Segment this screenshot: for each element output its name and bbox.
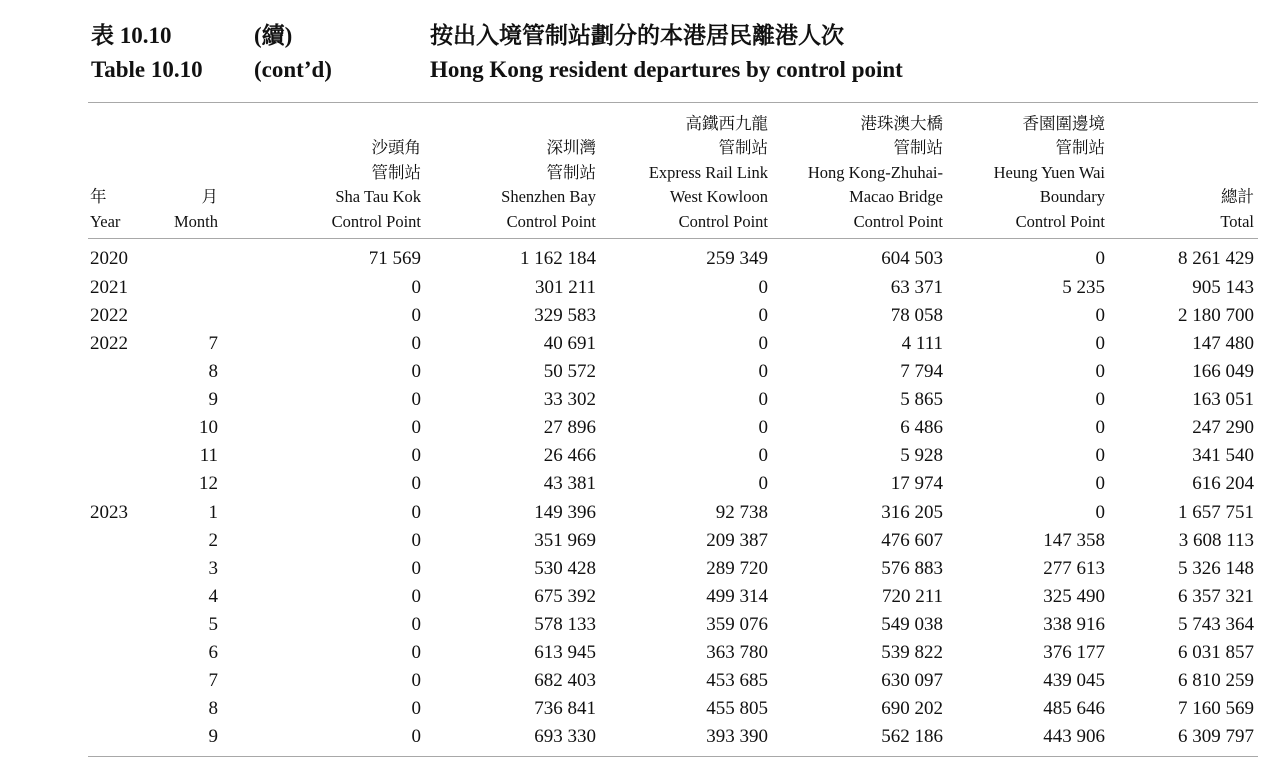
express-rail-cell: 0 (758, 445, 768, 466)
express-rail-cell: 259 349 (706, 248, 768, 269)
header-line: 管制站 (371, 162, 421, 182)
heung-yuen-wai-cell: 0 (1095, 445, 1105, 466)
table-row (0, 245, 1284, 273)
shenzhen-bay-cell: 33 302 (543, 389, 596, 410)
header-heung-yuen-wai (994, 108, 1105, 234)
shenzhen-bay-cell: 301 211 (534, 277, 596, 298)
shenzhen-bay-cell: 613 945 (534, 642, 596, 663)
sha-tau-kok-cell: 0 (411, 305, 421, 326)
total-cell: 166 049 (1192, 361, 1254, 382)
express-rail-cell: 393 390 (706, 726, 768, 747)
express-rail-cell: 0 (758, 333, 768, 354)
header-line: Shenzhen Bay (501, 187, 596, 206)
header-rule (88, 238, 1258, 239)
heung-yuen-wai-cell: 0 (1095, 333, 1105, 354)
top-rule (88, 102, 1258, 103)
header-line: 深圳灣 (546, 138, 596, 157)
continued-label-zh: (續) (254, 23, 293, 48)
header-line: 管制站 (1055, 138, 1105, 157)
hzmb-cell: 6 486 (900, 417, 943, 438)
header-hzmb (808, 108, 943, 234)
shenzhen-bay-cell: 1 162 184 (520, 248, 596, 269)
month-cell: 5 (208, 614, 218, 635)
shenzhen-bay-cell: 43 381 (543, 473, 596, 494)
total-cell: 7 160 569 (1178, 698, 1254, 719)
total-cell: 6 810 259 (1178, 670, 1254, 691)
month-cell: 12 (199, 473, 218, 494)
express-rail-cell: 289 720 (706, 558, 768, 579)
table-row (0, 442, 1284, 470)
hzmb-cell: 7 794 (900, 361, 943, 382)
year-cell: 2022 (90, 305, 128, 326)
hzmb-cell: 4 111 (901, 333, 943, 354)
month-cell: 7 (208, 670, 218, 691)
express-rail-cell: 455 805 (706, 698, 768, 719)
table-row (0, 667, 1284, 695)
header-total-en: Total (1220, 211, 1254, 231)
header-line: Control Point (506, 211, 596, 231)
month-cell: 4 (208, 586, 218, 607)
header-month-en: Month (173, 211, 218, 231)
total-cell: 1 657 751 (1178, 502, 1254, 523)
header-line: Control Point (1015, 211, 1105, 231)
sha-tau-kok-cell: 0 (411, 726, 421, 747)
heung-yuen-wai-cell: 5 235 (1062, 277, 1105, 298)
header-line: Control Point (853, 211, 943, 231)
header-express-rail (649, 108, 768, 234)
header-total (1220, 108, 1254, 234)
sha-tau-kok-cell: 0 (411, 277, 421, 298)
express-rail-cell: 0 (758, 277, 768, 298)
table-row (0, 639, 1284, 667)
table-row (0, 358, 1284, 386)
heung-yuen-wai-cell: 485 646 (1043, 698, 1105, 719)
header-line: Express Rail Link (648, 162, 768, 182)
header-line: 管制站 (718, 138, 768, 157)
hzmb-cell: 316 205 (881, 502, 943, 523)
header-line: 管制站 (546, 162, 596, 182)
table-number-en: Table 10.10 (91, 57, 203, 82)
year-cell: 2020 (90, 248, 128, 269)
month-cell: 3 (208, 558, 218, 579)
heung-yuen-wai-cell: 0 (1095, 473, 1105, 494)
header-line: 高鐵西九龍 (685, 113, 768, 133)
heung-yuen-wai-cell: 277 613 (1043, 558, 1105, 579)
table-row (0, 555, 1284, 583)
express-rail-cell: 92 738 (715, 502, 768, 523)
shenzhen-bay-cell: 329 583 (534, 305, 596, 326)
sha-tau-kok-cell: 0 (411, 558, 421, 579)
sha-tau-kok-cell: 71 569 (368, 248, 421, 269)
header-line: Control Point (331, 211, 421, 231)
month-cell: 8 (208, 361, 218, 382)
express-rail-cell: 363 780 (706, 642, 768, 663)
header-line: 港珠澳大橋 (860, 113, 943, 133)
table-row (0, 386, 1284, 414)
total-cell: 8 261 429 (1178, 248, 1254, 269)
header-shenzhen-bay (501, 108, 596, 234)
express-rail-cell: 0 (758, 361, 768, 382)
header-line: 香園圍邊境 (1022, 113, 1105, 133)
heung-yuen-wai-cell: 0 (1095, 389, 1105, 410)
sha-tau-kok-cell: 0 (411, 642, 421, 663)
month-cell: 9 (208, 389, 218, 410)
total-cell: 147 480 (1192, 333, 1254, 354)
month-cell: 10 (199, 417, 218, 438)
heung-yuen-wai-cell: 0 (1095, 248, 1105, 269)
header-year (90, 108, 120, 234)
sha-tau-kok-cell: 0 (411, 502, 421, 523)
hzmb-cell: 630 097 (881, 670, 943, 691)
shenzhen-bay-cell: 736 841 (534, 698, 596, 719)
heung-yuen-wai-cell: 376 177 (1043, 642, 1105, 663)
year-cell: 2022 (90, 333, 128, 354)
total-cell: 6 031 857 (1178, 642, 1254, 663)
table-row (0, 695, 1284, 723)
header-year-en: Year (90, 211, 121, 231)
total-cell: 163 051 (1192, 389, 1254, 410)
header-line: 沙頭角 (371, 138, 421, 157)
header-line: Macao Bridge (849, 187, 943, 206)
shenzhen-bay-cell: 50 572 (543, 361, 596, 382)
year-cell: 2021 (90, 277, 128, 298)
table-row (0, 499, 1284, 527)
header-line: Sha Tau Kok (335, 187, 421, 206)
express-rail-cell: 0 (758, 473, 768, 494)
month-cell: 6 (208, 642, 218, 663)
header-sha-tau-kok (332, 108, 421, 234)
table-row (0, 330, 1284, 358)
heung-yuen-wai-cell: 0 (1095, 305, 1105, 326)
total-cell: 3 608 113 (1178, 530, 1254, 551)
shenzhen-bay-cell: 27 896 (543, 417, 596, 438)
shenzhen-bay-cell: 675 392 (534, 586, 596, 607)
sha-tau-kok-cell: 0 (411, 530, 421, 551)
table-row (0, 274, 1284, 302)
header-year-zh: 年 (90, 187, 107, 206)
heung-yuen-wai-cell: 0 (1095, 417, 1105, 438)
sha-tau-kok-cell: 0 (411, 473, 421, 494)
heung-yuen-wai-cell: 338 916 (1043, 614, 1105, 635)
express-rail-cell: 209 387 (706, 530, 768, 551)
month-cell: 7 (208, 333, 218, 354)
shenzhen-bay-cell: 149 396 (534, 502, 596, 523)
total-cell: 6 357 321 (1178, 586, 1254, 607)
header-line: Heung Yuen Wai (993, 162, 1105, 182)
heung-yuen-wai-cell: 0 (1095, 502, 1105, 523)
hzmb-cell: 562 186 (881, 726, 943, 747)
hzmb-cell: 576 883 (881, 558, 943, 579)
total-cell: 2 180 700 (1178, 305, 1254, 326)
sha-tau-kok-cell: 0 (411, 333, 421, 354)
header-line: West Kowloon (669, 187, 768, 206)
bottom-rule (88, 756, 1258, 757)
table-row (0, 470, 1284, 498)
sha-tau-kok-cell: 0 (411, 361, 421, 382)
heung-yuen-wai-cell: 439 045 (1043, 670, 1105, 691)
shenzhen-bay-cell: 578 133 (534, 614, 596, 635)
hzmb-cell: 539 822 (881, 642, 943, 663)
table-row (0, 723, 1284, 751)
table-number-zh: 表 10.10 (91, 23, 172, 48)
hzmb-cell: 63 371 (890, 277, 943, 298)
header-month (174, 108, 218, 234)
month-cell: 1 (208, 502, 218, 523)
header-line: 管制站 (893, 138, 943, 157)
shenzhen-bay-cell: 693 330 (534, 726, 596, 747)
shenzhen-bay-cell: 351 969 (534, 530, 596, 551)
shenzhen-bay-cell: 682 403 (534, 670, 596, 691)
hzmb-cell: 604 503 (881, 248, 943, 269)
year-cell: 2023 (90, 502, 128, 523)
hzmb-cell: 5 865 (900, 389, 943, 410)
heung-yuen-wai-cell: 443 906 (1043, 726, 1105, 747)
header-line: Hong Kong-Zhuhai- (807, 162, 943, 182)
total-cell: 247 290 (1192, 417, 1254, 438)
total-cell: 5 743 364 (1178, 614, 1254, 635)
table-row (0, 583, 1284, 611)
total-cell: 5 326 148 (1178, 558, 1254, 579)
continued-label-en: (cont’d) (254, 57, 332, 82)
heung-yuen-wai-cell: 0 (1095, 361, 1105, 382)
total-cell: 905 143 (1192, 277, 1254, 298)
heung-yuen-wai-cell: 147 358 (1043, 530, 1105, 551)
total-cell: 616 204 (1192, 473, 1254, 494)
express-rail-cell: 0 (758, 389, 768, 410)
shenzhen-bay-cell: 40 691 (543, 333, 596, 354)
table-title-zh: 按出入境管制站劃分的本港居民離港人次 (430, 23, 844, 48)
header-line: Boundary (1039, 187, 1105, 206)
table-title-en: Hong Kong resident departures by control point (430, 57, 903, 82)
header-total-zh: 總計 (1221, 187, 1254, 206)
sha-tau-kok-cell: 0 (411, 417, 421, 438)
express-rail-cell: 359 076 (706, 614, 768, 635)
table-row (0, 527, 1284, 555)
sha-tau-kok-cell: 0 (411, 614, 421, 635)
month-cell: 8 (208, 698, 218, 719)
total-cell: 341 540 (1192, 445, 1254, 466)
shenzhen-bay-cell: 26 466 (543, 445, 596, 466)
hzmb-cell: 78 058 (890, 305, 943, 326)
express-rail-cell: 0 (758, 305, 768, 326)
month-cell: 11 (199, 445, 218, 466)
header-line: Control Point (678, 211, 768, 231)
sha-tau-kok-cell: 0 (411, 389, 421, 410)
sha-tau-kok-cell: 0 (411, 445, 421, 466)
month-cell: 9 (208, 726, 218, 747)
express-rail-cell: 453 685 (706, 670, 768, 691)
hzmb-cell: 549 038 (881, 614, 943, 635)
express-rail-cell: 0 (758, 417, 768, 438)
heung-yuen-wai-cell: 325 490 (1043, 586, 1105, 607)
express-rail-cell: 499 314 (706, 586, 768, 607)
sha-tau-kok-cell: 0 (411, 586, 421, 607)
month-cell: 2 (208, 530, 218, 551)
shenzhen-bay-cell: 530 428 (534, 558, 596, 579)
table-row (0, 302, 1284, 330)
hzmb-cell: 720 211 (881, 586, 943, 607)
sha-tau-kok-cell: 0 (411, 698, 421, 719)
total-cell: 6 309 797 (1178, 726, 1254, 747)
hzmb-cell: 476 607 (881, 530, 943, 551)
sha-tau-kok-cell: 0 (411, 670, 421, 691)
hzmb-cell: 17 974 (890, 473, 943, 494)
header-month-zh: 月 (201, 187, 218, 206)
table-row (0, 611, 1284, 639)
hzmb-cell: 690 202 (881, 698, 943, 719)
hzmb-cell: 5 928 (900, 445, 943, 466)
table-row (0, 414, 1284, 442)
